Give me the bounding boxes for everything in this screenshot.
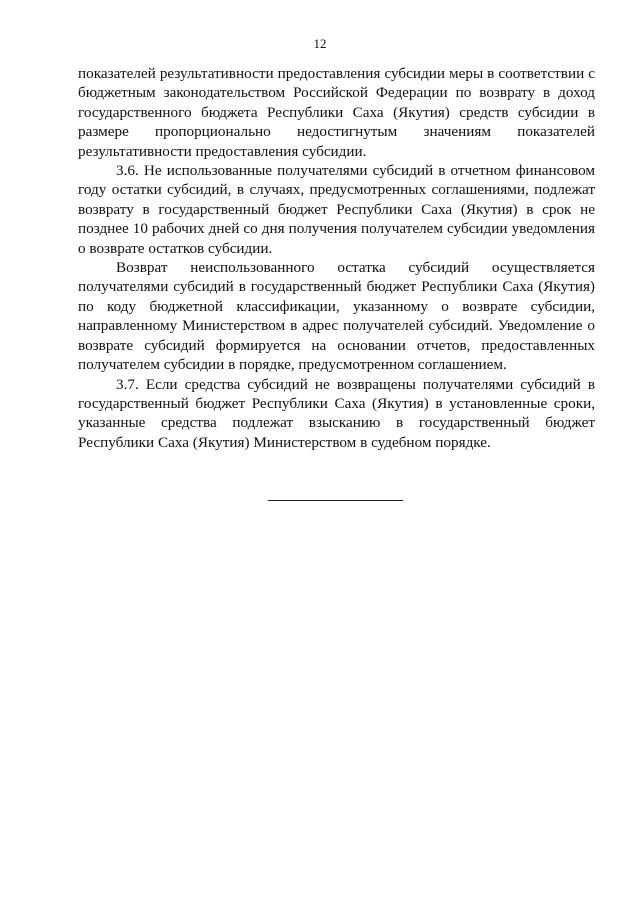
paragraph-3-7: 3.7. Если средства субсидий не возвращены получателями субсидий в государственный бюджет Республики Саха (Якутия) в установленные сроки, указанные средства подлежат взысканию в государственный бюджет Республики Саха (Якутия) Министерством в судебном порядке.	[78, 375, 595, 451]
end-of-document-rule	[268, 500, 403, 501]
document-body	[78, 64, 595, 452]
paragraph-return-procedure: Возврат неиспользованного остатка субсидий осуществляется получателями субсидий в государственный бюджет Республики Саха (Якутия) по коду бюджетной классификации, указанному о возврате субсидии, направленному Министерством в адрес получателей субсидий. Уведомление о возврате субсидий формируется на основании отчетов, предоставленных получателем субсидии в порядке, предусмотренном соглашением.	[78, 259, 595, 374]
paragraph-continuation: показателей результативности предоставления субсидии меры в соответствии с бюджетным законодательством Российской Федерации по возврату в доход государственного бюджета Республики Саха (Якутия) средств субсидии в размере пропорционально недостигнутым значениям показателей результативности предоставления субсидии.	[78, 65, 595, 160]
paragraph-3-6: 3.6. Не использованные получателями субсидий в отчетном финансовом году остатки субсидий, в случаях, предусмотренных соглашениями, подлежат возврату в государственный бюджет Республики Саха (Якутия) в срок не позднее 10 рабочих дней со дня получения получателем субсидии уведомления о возврате остатков субсидии.	[78, 162, 595, 257]
page-number: 12	[313, 36, 327, 51]
